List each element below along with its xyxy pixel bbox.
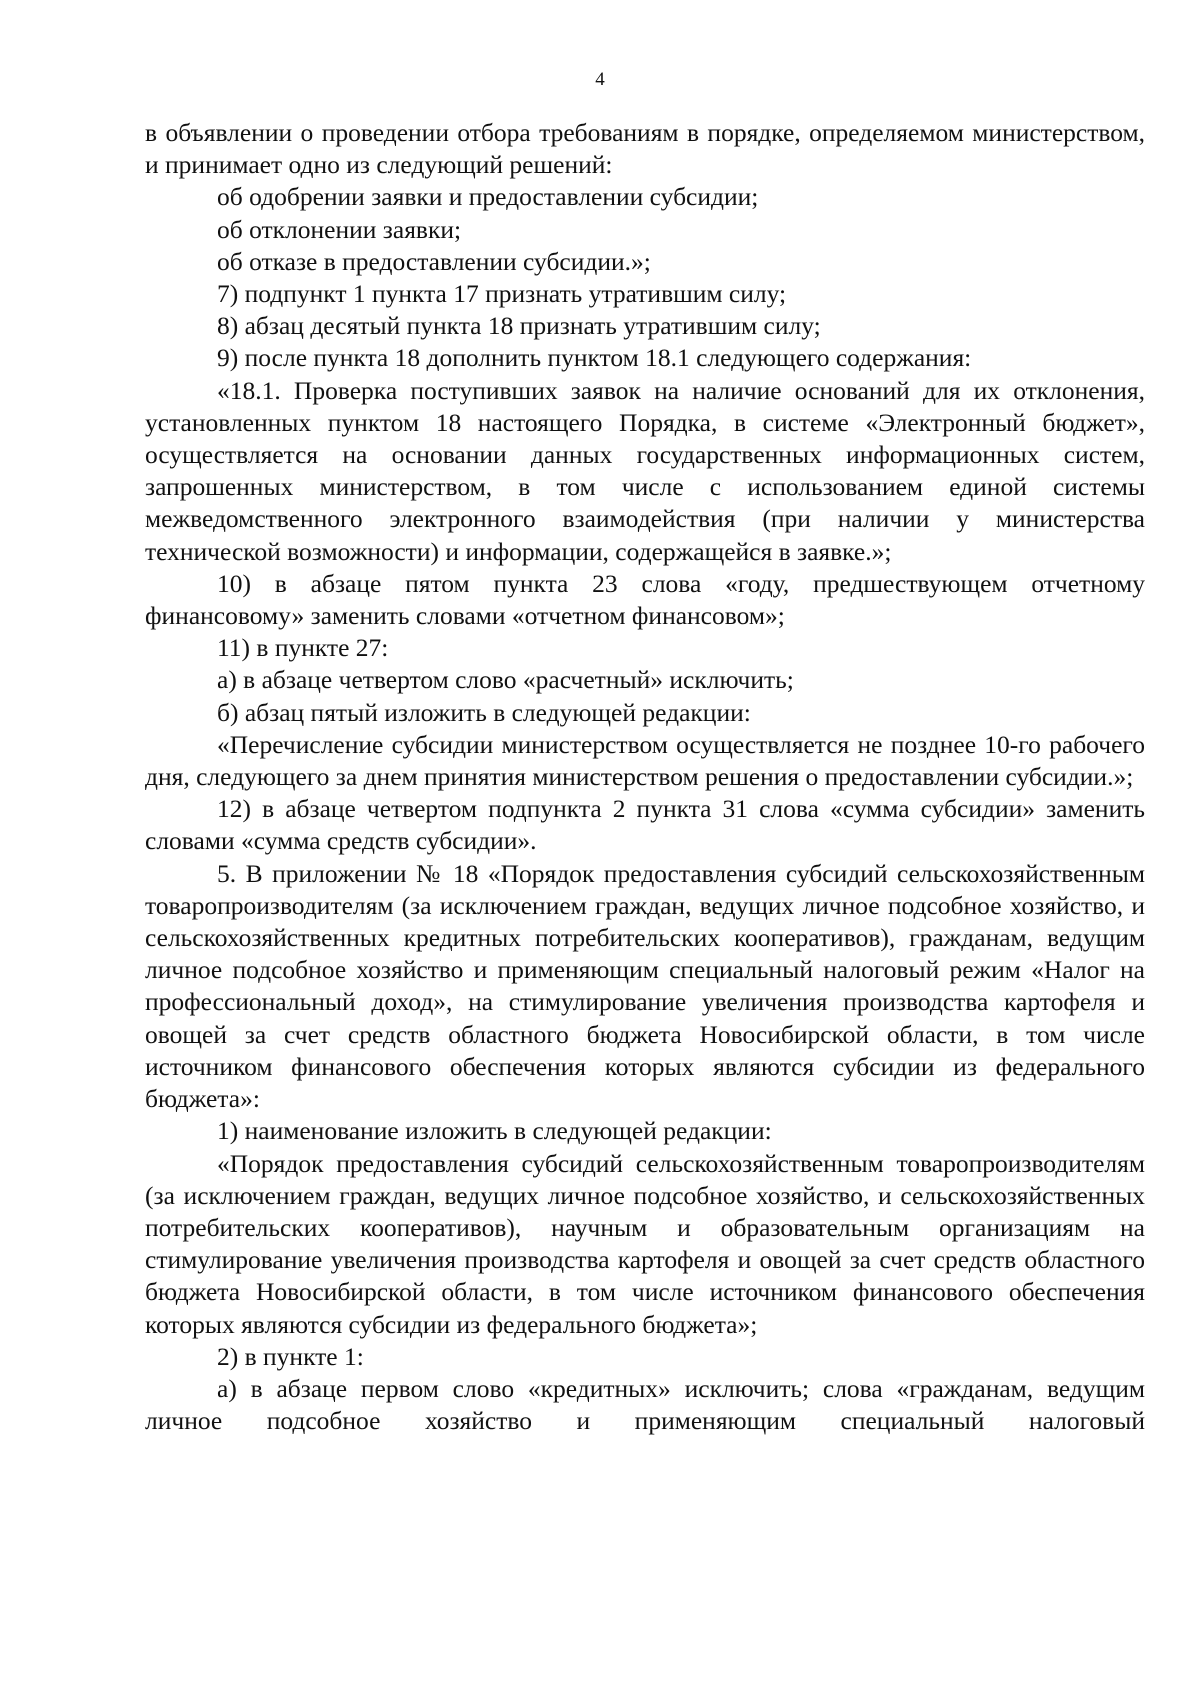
paragraph: 11) в пункте 27: [217,633,389,663]
paragraph: а) в абзаце четвертом слово «расчетный» исключить; [217,665,794,695]
paragraph: «18.1. Проверка поступивших заявок на наличие оснований для их отклонения, установленных пунктом 18 настоящего Порядка, в системе «Электронный бюджет», осуществляется на основании данных государственных информационных систем, запрошенных министерством, в том числе с использованием единой системы межведомственного электронного взаимодействия (при наличии у министерства технической возможности) и информации, содержащейся в заявке.»; [145,375,1145,566]
paragraph: 10) в абзаце пятом пункта 23 слова «году, предшествующем отчетному финансовому» заменить словами «отчетном финансовом»; [145,568,1145,631]
paragraph: б) абзац пятый изложить в следующей редакции: [217,697,751,727]
page-number: 4 [595,69,605,90]
paragraph: 2) в пункте 1: [217,1341,364,1371]
paragraph: 1) наименование изложить в следующей редакции: [217,1116,772,1146]
paragraph: 5. В приложении № 18 «Порядок предоставления субсидий сельскохозяйственным товаропроизводителям (за исключением граждан, ведущих личное подсобное хозяйство, и сельскохозяйственных кредитных потребительских кооперативов), гражданам, ведущим личное подсобное хозяйство и применяющим специальный налоговый режим «Налог на профессиональный доход», на стимулирование увеличения производства картофеля и овощей за счет средств областного бюджета Новосибирской области, в том числе источником финансового обеспечения которых являются субсидии из федерального бюджета»: [145,858,1145,1114]
paragraph: 7) подпункт 1 пункта 17 признать утратившим силу; [217,279,787,309]
paragraph: об отклонении заявки; [217,214,462,244]
paragraph: в объявлении о проведении отбора требованиям в порядке, определяемом министерством, и принимает одно из следующий решений: [145,118,1145,180]
paragraph: об отказе в предоставлении субсидии.»; [217,246,651,276]
paragraph: «Перечисление субсидии министерством осуществляется не позднее 10-го рабочего дня, следующего за днем принятия министерством решения о предоставлении субсидии.»; [145,729,1145,792]
paragraph: 8) абзац десятый пункта 18 признать утратившим силу; [217,311,821,341]
paragraph: а) в абзаце первом слово «кредитных» исключить; слова «гражданам, ведущим личное подсобное хозяйство и применяющим специальный налоговый [145,1373,1145,1436]
paragraph: 9) после пункта 18 дополнить пунктом 18.1 следующего содержания: [217,343,972,373]
paragraph: об одобрении заявки и предоставлении субсидии; [217,182,759,212]
paragraph: 12) в абзаце четвертом подпункта 2 пункта 31 слова «сумма субсидии» заменить словами «сумма средств субсидии». [145,794,1145,856]
document-body [145,117,1145,1437]
paragraph: «Порядок предоставления субсидий сельскохозяйственным товаропроизводителям (за исключением граждан, ведущих личное подсобное хозяйство, и сельскохозяйственных потребительских кооперативов), научным и образовательным организациям на стимулирование увеличения производства картофеля и овощей за счет средств областного бюджета Новосибирской области, в том числе источником финансового обеспечения которых являются субсидии из федерального бюджета»; [145,1148,1145,1339]
